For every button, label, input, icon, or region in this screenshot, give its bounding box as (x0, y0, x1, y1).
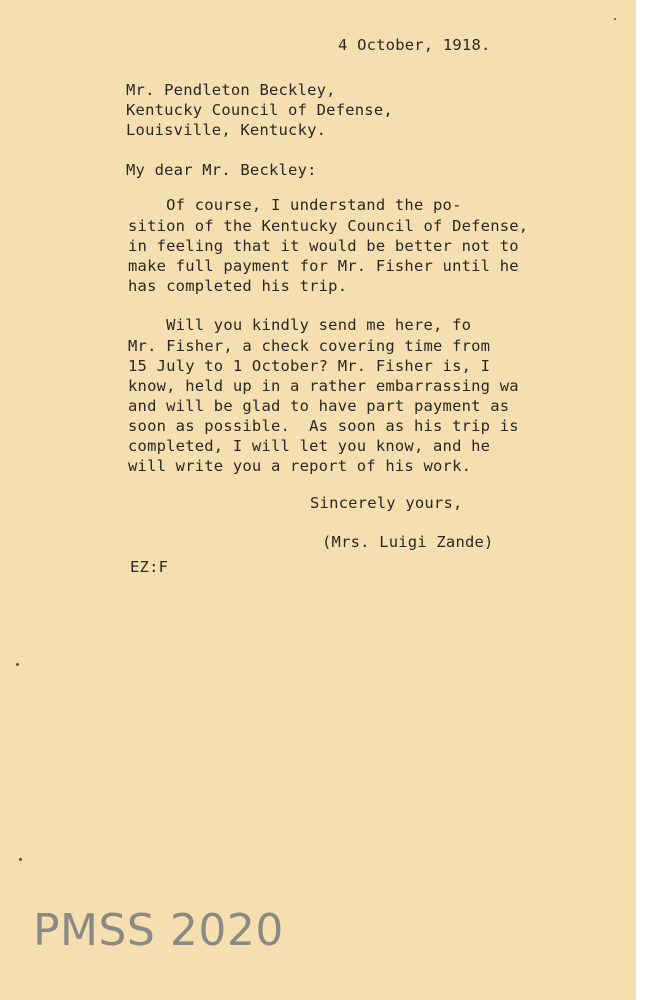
paragraph1-line: in feeling that it would be better not to (128, 237, 519, 255)
closing: Sincerely yours, (310, 494, 463, 512)
paragraph1-line: make full payment for Mr. Fisher until he (128, 257, 519, 275)
paragraph2-line: Will you kindly send me here, fo (128, 316, 472, 334)
paragraph2-line: soon as possible. As soon as his trip is (128, 417, 519, 435)
paragraph2-line: completed, I will let you know, and he (128, 437, 491, 455)
paragraph2-line: Mr. Fisher, a check covering time from (128, 337, 491, 355)
archive-watermark: PMSS 2020 (33, 905, 284, 956)
paragraph1-line: sition of the Kentucky Council of Defense, (128, 217, 529, 235)
scan-margin (636, 0, 650, 1000)
address-line-name: Mr. Pendleton Beckley, (126, 81, 336, 99)
typist-initials: EZ:F (130, 558, 169, 576)
salutation: My dear Mr. Beckley: (126, 161, 317, 179)
letter-date: 4 October, 1918. (338, 36, 491, 54)
paragraph2-line: know, held up in a rather embarrassing wa (128, 377, 519, 395)
paragraph2-line: 15 July to 1 October? Mr. Fisher is, I (128, 357, 491, 375)
paragraph1-line: has completed his trip. (128, 277, 348, 295)
paragraph2-line: and will be glad to have part payment as (128, 397, 510, 415)
paper-speck (614, 18, 616, 20)
paper-speck (19, 858, 22, 861)
paper-speck (16, 663, 19, 666)
address-line-organization: Kentucky Council of Defense, (126, 101, 393, 119)
signature: (Mrs. Luigi Zande) (322, 533, 494, 551)
address-line-city: Louisville, Kentucky. (126, 121, 327, 139)
paragraph2-line: will write you a report of his work. (128, 457, 472, 475)
paragraph1-line: Of course, I understand the po- (128, 196, 462, 214)
